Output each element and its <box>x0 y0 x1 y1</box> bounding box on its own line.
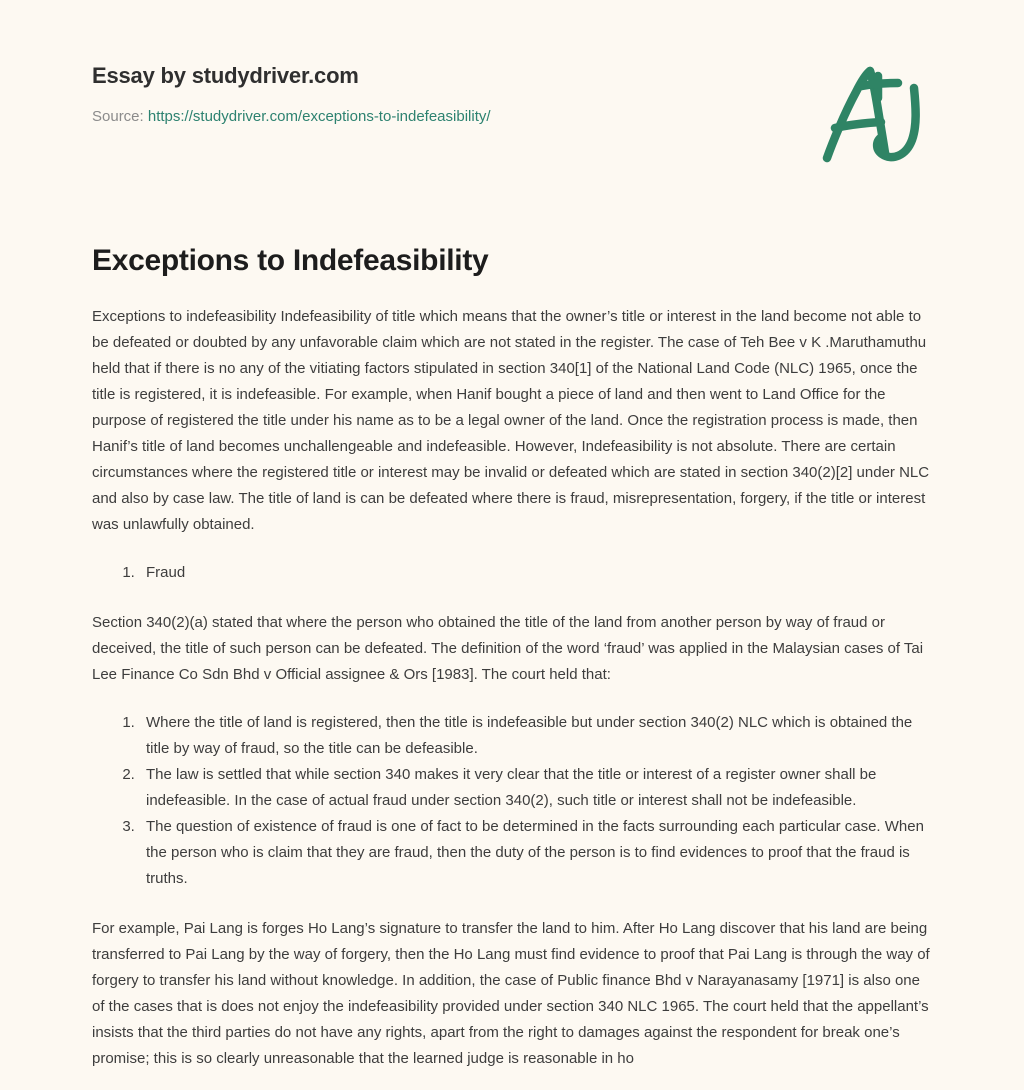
court-holdings-list <box>92 688 935 892</box>
paragraph-3: For example, Pai Lang is forges Ho Lang’s signature to transfer the land to him. After Ho Lang discover that his land are being transferred to Pai Lang by the way of forgery, then the Ho Lang must find evidence to proof that Pai Lang is through the way of forgery to transfer his land without knowledge. In addition, the case of Public finance Bhd v Narayanasamy [1971] is also one of the cases that is does not enjoy the indefeasibility provided under section 340 NLC 1965. The court held that the appellant’s insists that the third parties do not have any rights, apart from the right to damages against the respondent for break one’s promise; this is so clearly unreasonable that the learned judge is reasonable in ho <box>92 920 930 1067</box>
studydriver-logo[interactable] <box>806 52 946 172</box>
brand-block <box>92 62 491 127</box>
article <box>0 200 1024 1072</box>
source-url-link[interactable]: https://studydriver.com/exceptions-to-indefeasibility/ <box>147 108 491 125</box>
list-item: 1. Fraud <box>139 560 935 586</box>
list-item: 1. Where the title of land is registered, then the title is indefeasible but under section 340(2) NLC which is obtained the title by way of fraud, so the title can be defeasible. <box>139 710 935 762</box>
source-label: Source: <box>92 108 144 125</box>
a-plus-icon <box>806 52 946 172</box>
page-header <box>0 0 1024 200</box>
list-item: 3. The question of existence of fraud is one of fact to be determined in the facts surrounding each particular case. When the person who is claim that they are fraud, then the duty of the person is to find evidences to proof that the fraud is truths. <box>139 814 935 892</box>
source-line <box>92 90 491 127</box>
paragraph-1: Exceptions to indefeasibility Indefeasibility of title which means that the owner’s title or interest in the land become not able to be defeated or doubted by any unfavorable claim which are not stated in the register. The case of Teh Bee v K .Maruthamuthu held that if there is no any of the vitiating factors stipulated in section 340[1] of the National Land Code (NLC) 1965, once the title is registered, it is indefeasible. For example, when Hanif bought a piece of land and then went to Land Office for the purpose of registered the title under his name as to be a legal owner of the land. Once the registration process is made, then Hanif’s title of land becomes unchallengeable and indefeasible. However, Indefeasibility is not absolute. There are certain circumstances where the registered title or interest may be invalid or defeated which are stated in section 340(2)[2] under NLC and also by case law. The title of land is can be defeated where there is fraud, misrepresentation, forgery, if the title or interest was unlawfully obtained. <box>92 308 930 533</box>
page-title: Exceptions to Indefeasibility <box>92 244 489 277</box>
brand-title: Essay by studydriver.com <box>92 63 359 88</box>
paragraph-2: Section 340(2)(a) stated that where the person who obtained the title of the land from another person by way of fraud or deceived, the title of such person can be defeated. The definition of the word ‘fraud’ was applied in the Malaysian cases of Tai Lee Finance Co Sdn Bhd v Official assignee & Ors [1983]. The court held that: <box>92 614 924 683</box>
list-item: 2. The law is settled that while section 340 makes it very clear that the title or interest of a register owner shall be indefeasible. In the case of actual fraud under section 340(2), such title or interest shall not be indefeasible. <box>139 762 935 814</box>
fraud-heading-list <box>92 538 935 586</box>
